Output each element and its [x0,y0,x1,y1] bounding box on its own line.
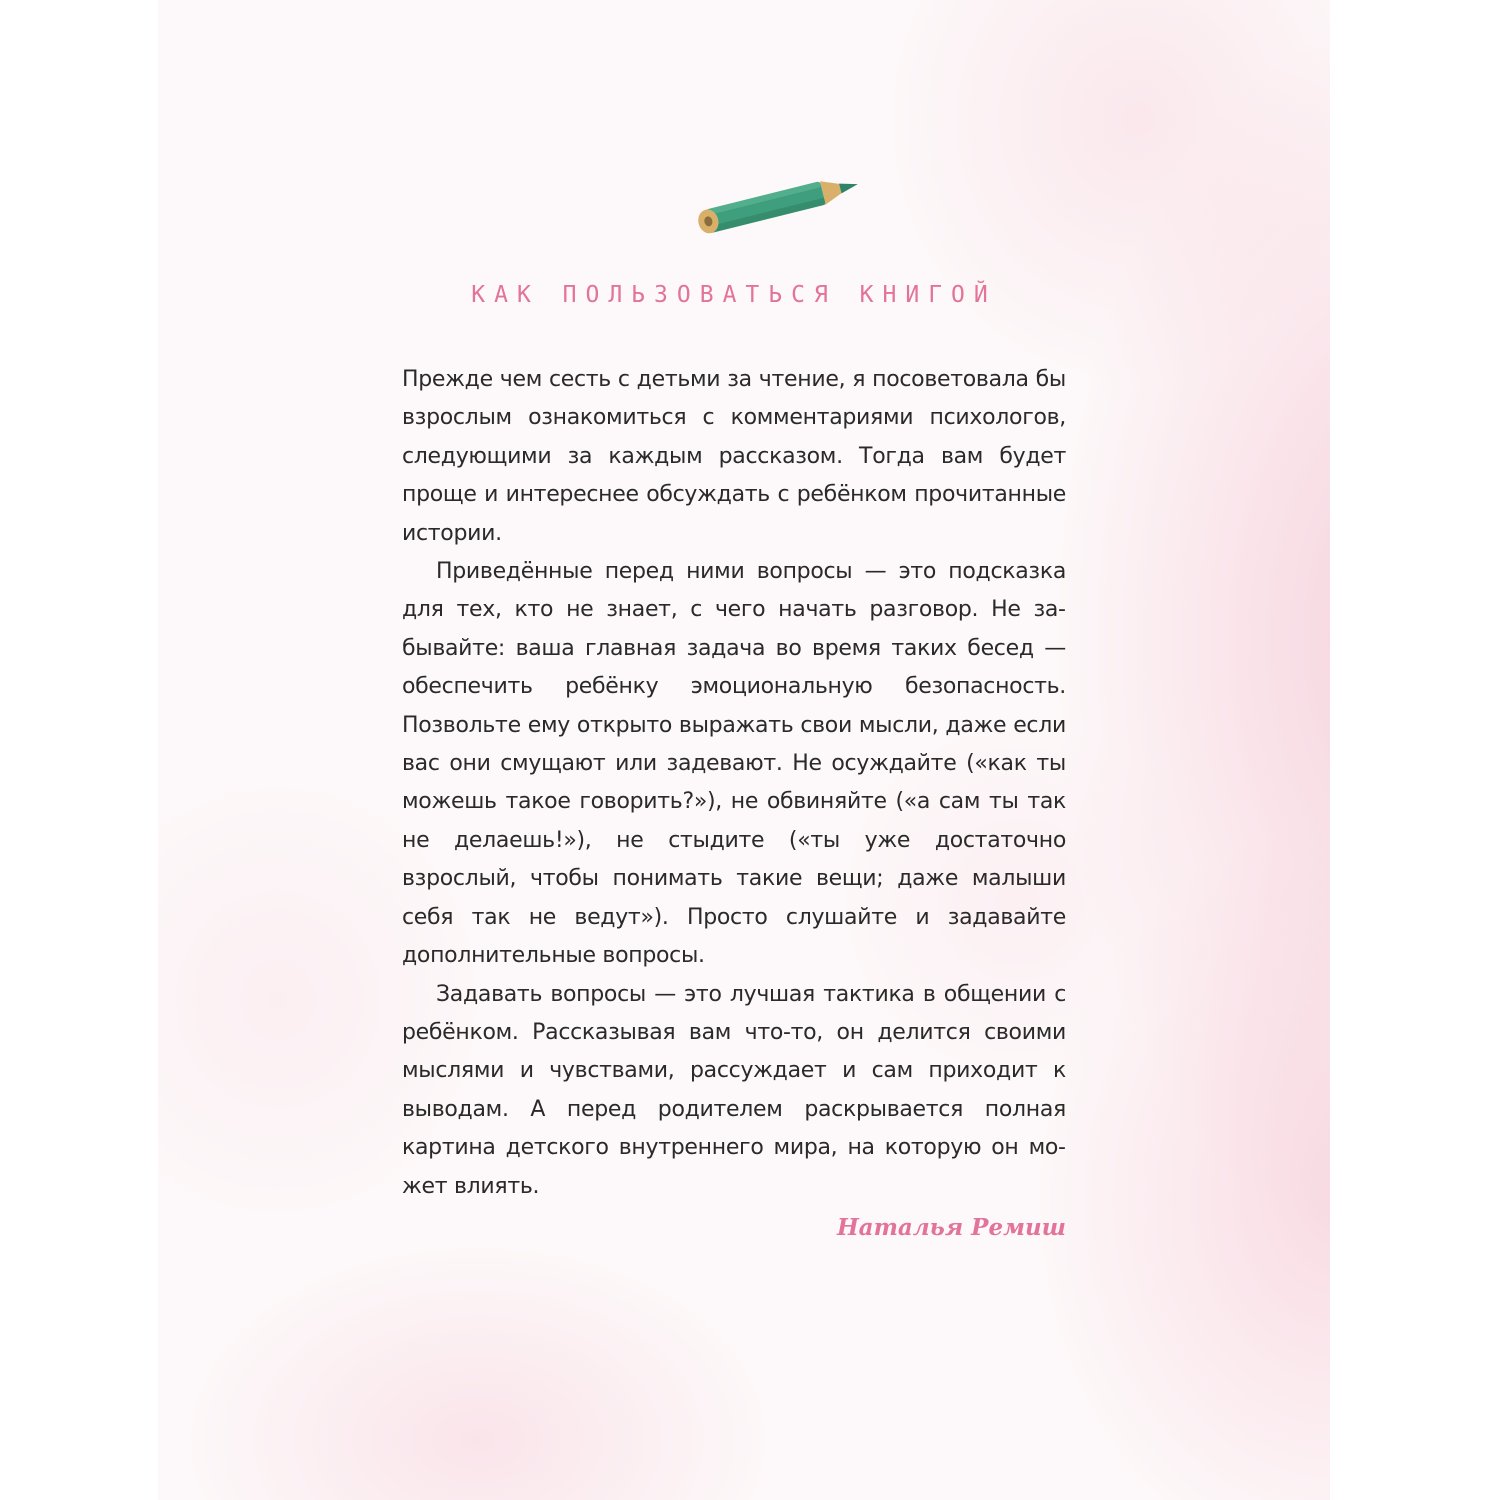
green-pencil-icon [690,172,866,234]
paragraph: Приведённые перед ними вопросы — это подсказка для тех, кто не знает, с чего начать разговор. Не забывайте: ваша главная задача во время таких бесед — обеспечить ребёнку эмоциональную безопасность. Позвольте ему открыто выражать свои мысли, даже если вас они смущают или задевают. Не осуждайте («как ты можешь такое говорить?»), не обвиняйте («а сам ты так не делаешь!»), не стыдите («ты уже достаточно взрослый, чтобы понимать такие вещи; даже малыши себя так не ведут»). Просто слушайте и задавайте дополнительные вопросы. [402,559,1066,969]
author-signature: Наталья Ремиш [836,1214,1066,1241]
body-text [402,361,1066,1206]
page-title: КАК ПОЛЬЗОВАТЬСЯ КНИГОЙ [471,282,997,308]
paragraph: Задавать вопросы — это лучшая тактика в общении с ребёнком. Рассказывая вам что-то, он делится своими мыслями и чувствами, рассуждает и сам приходит к выводам. А перед родителем раскрывается полная картина детского внутреннего мира, на которую он может влиять. [402,981,1066,1199]
paragraph: Прежде чем сесть с детьми за чтение, я посоветовала бы взрослым ознакомиться с комментариями психологов, следующими за каждым рассказом. Тогда вам будет проще и интереснее обсуждать с ребёнком прочитанные истории. [402,367,1066,546]
